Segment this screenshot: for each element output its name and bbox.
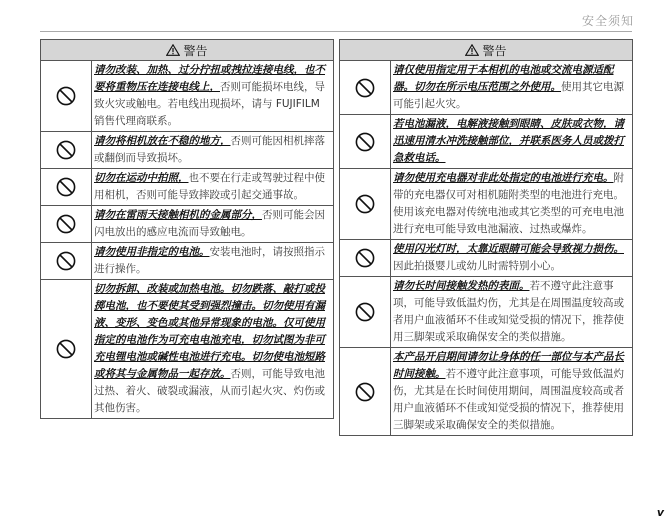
warning-text <box>92 132 333 168</box>
warning-emphasis: 请勿使用非指定的电池。 <box>94 246 210 258</box>
prohibited-icon-cell <box>41 206 92 242</box>
warning-rows <box>41 61 333 418</box>
warning-row <box>41 243 333 280</box>
prohibited-icon <box>354 77 376 99</box>
warning-table-right <box>339 39 633 436</box>
warning-emphasis: 请勿使用充电器对非此处指定的电池进行充电。 <box>393 172 614 184</box>
warning-table-left <box>40 39 334 419</box>
warning-emphasis: 切勿拆卸、改装或加热电池。切勿跌落、敲打或投掷电池，也不要使其受到强烈撞击。切勿使用有漏液、变形、变色或其他异常现象的电池。仅可使用指定的电池作为可充电电池充电，切勿试图为非可充电锂电池或碱性电池进行充电。切勿使电池短路或将其与金属物品一起存放。 <box>94 283 325 380</box>
warning-header <box>340 40 632 61</box>
prohibited-icon-cell <box>340 348 391 435</box>
warning-body: 也不要在行走或驾驶过程中使用相机，否则可能导致摔跤或引起交通事故。 <box>94 172 325 201</box>
header-divider <box>40 31 632 32</box>
warning-text <box>391 61 632 114</box>
warning-body: 若不遵守此注意事项，可能导致低温灼伤，尤其是在周围温度较高或者用户血液循环不佳或知觉受损的情况下，推荐使用三脚架或采取确保安全的类似措施。 <box>393 280 624 343</box>
warning-heading: 警告 <box>482 43 507 58</box>
page-header-title: 安全须知 <box>581 14 634 28</box>
prohibited-icon <box>55 250 77 272</box>
prohibited-icon-cell <box>41 61 92 131</box>
prohibited-icon-cell <box>41 169 92 205</box>
warning-triangle-icon <box>166 44 180 56</box>
warning-body: 否则可能因相机摔落或翻倒而导致损坏。 <box>94 135 325 164</box>
warning-text <box>92 280 333 418</box>
warning-text <box>92 169 333 205</box>
warning-text <box>92 206 333 242</box>
warning-body: 因此拍摄婴儿或幼儿时需特别小心。 <box>393 260 561 272</box>
warning-body: 若不遵守此注意事项，可能导致低温灼伤，尤其是在长时间使用期间，周围温度较高或者用户血液循环不佳或知觉受损的情况下，推荐使用三脚架或采取确保安全的类似措施。 <box>393 368 624 431</box>
warning-row <box>340 277 632 348</box>
warning-row <box>340 240 632 277</box>
prohibited-icon <box>55 338 77 360</box>
prohibited-icon <box>354 193 376 215</box>
warning-row <box>41 169 333 206</box>
warning-header <box>41 40 333 61</box>
prohibited-icon <box>55 139 77 161</box>
warning-emphasis: 请勿改装、加热、过分拧扭或拽拉连接电线，也不要将重物压在连接电线上， <box>94 64 325 93</box>
warning-emphasis: 请勿在雷雨天接触相机的金属部分， <box>94 209 262 221</box>
prohibited-icon <box>354 381 376 403</box>
prohibited-icon-cell <box>41 280 92 418</box>
warning-row <box>41 280 333 418</box>
prohibited-icon-cell <box>340 61 391 114</box>
prohibited-icon <box>55 176 77 198</box>
warning-triangle-icon <box>465 44 479 56</box>
warning-emphasis: 使用闪光灯时，太靠近眼睛可能会导致视力损伤。 <box>393 243 624 255</box>
prohibited-icon <box>354 301 376 323</box>
warning-body: 否则，可能导致电池过热、着火、破裂或漏液，从而引起火灾、灼伤或其他伤害。 <box>94 368 325 414</box>
warning-text <box>92 61 333 131</box>
warning-text <box>391 169 632 239</box>
warning-emphasis: 请勿将相机放在不稳的地方， <box>94 135 231 147</box>
warning-emphasis: 请勿长时间接触发热的表面。 <box>393 280 530 292</box>
prohibited-icon-cell <box>41 243 92 279</box>
warning-row <box>41 61 333 132</box>
warning-rows <box>340 61 632 435</box>
warning-text <box>391 240 632 276</box>
warning-body: 否则可能会因闪电放出的感应电流而导致触电。 <box>94 209 325 238</box>
prohibited-icon-cell <box>340 115 391 168</box>
warning-emphasis: 请仅使用指定用于本相机的电池或交流电源适配器。切勿在所示电压范围之外使用。 <box>393 64 614 93</box>
warning-row <box>340 348 632 435</box>
prohibited-icon-cell <box>340 169 391 239</box>
prohibited-icon-cell <box>41 132 92 168</box>
prohibited-icon <box>354 247 376 269</box>
prohibited-icon <box>55 213 77 235</box>
warning-row <box>340 61 632 115</box>
warning-body: 安装电池时，请按照指示进行操作。 <box>94 246 325 275</box>
warning-body: 附带的充电器仅可对相机随附类型的电池进行充电。使用该充电器对传统电池或其它类型的可充电电池进行充电可能导致电池漏液、过热或爆炸。 <box>393 172 624 235</box>
warning-emphasis: 本产品开启期间请勿让身体的任一部位与本产品长时间接触。 <box>393 351 624 380</box>
warning-text <box>92 243 333 279</box>
prohibited-icon <box>354 131 376 153</box>
prohibited-icon-cell <box>340 277 391 347</box>
warning-row <box>340 169 632 240</box>
warning-body: 否则可能损坏电线，导致火灾或触电。若电线出现损坏，请与 FUJIFILM 销售代理商联系。 <box>94 81 325 127</box>
warning-row <box>41 206 333 243</box>
page-number: v <box>656 506 664 519</box>
warning-body: 使用其它电源可能引起火灾。 <box>393 81 624 110</box>
warning-emphasis: 若电池漏液，电解液接触到眼睛、皮肤或衣物，请迅速用清水冲洗接触部位，并联系医务人员或拨打急救电话。 <box>393 118 624 164</box>
warning-row <box>340 115 632 169</box>
warning-text <box>391 115 632 168</box>
warning-text <box>391 348 632 435</box>
warning-emphasis: 切勿在运动中拍照， <box>94 172 189 184</box>
prohibited-icon <box>55 85 77 107</box>
warning-text <box>391 277 632 347</box>
prohibited-icon-cell <box>340 240 391 276</box>
warning-heading: 警告 <box>183 43 208 58</box>
warning-row <box>41 132 333 169</box>
